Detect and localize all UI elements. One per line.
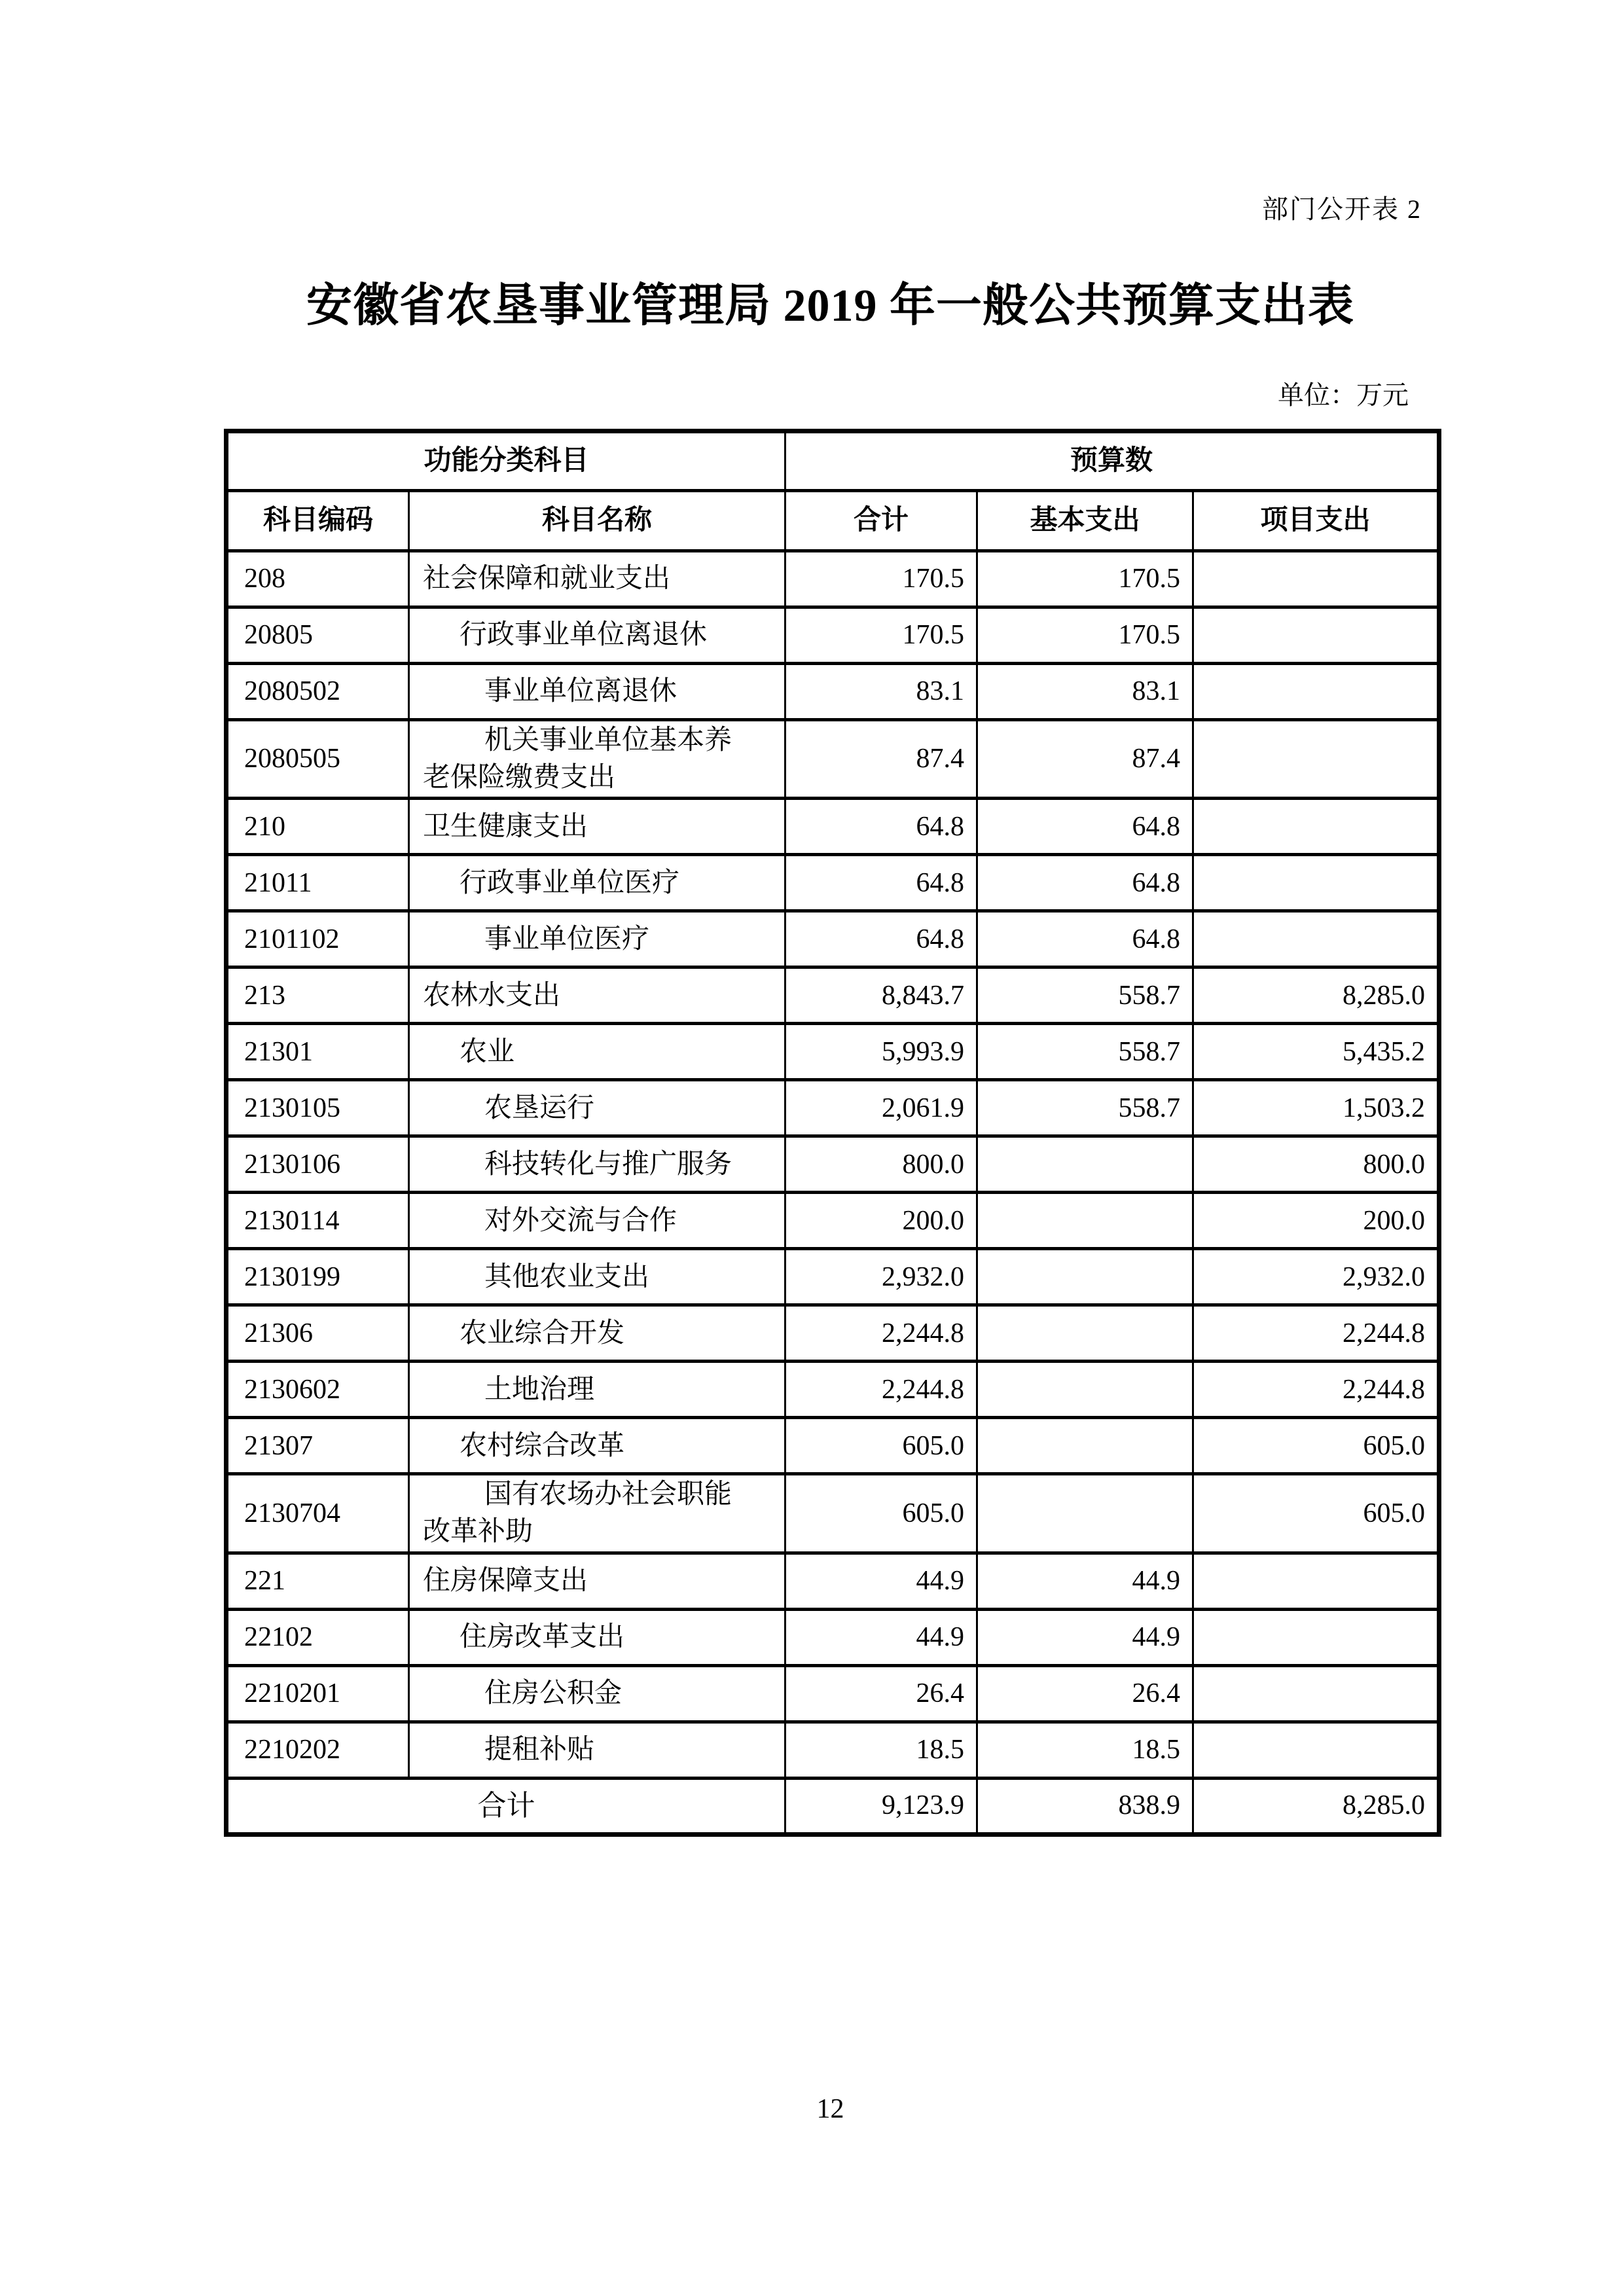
cell-subject-code: 2101102 <box>226 911 409 967</box>
table-row <box>226 1722 1439 1778</box>
cell-subject-name: 卫生健康支出 <box>409 799 785 855</box>
column-header-total: 合计 <box>785 491 977 551</box>
cell-subject-name: 住房公积金 <box>409 1665 785 1722</box>
cell-total-value: 26.4 <box>785 1665 977 1722</box>
cell-total-value: 2,061.9 <box>785 1080 977 1136</box>
unit-note: 单位：万元 <box>1278 380 1409 410</box>
footer-basic-value: 838.9 <box>977 1778 1193 1834</box>
cell-subject-code: 2130105 <box>226 1080 409 1136</box>
group-header-budget: 预算数 <box>785 431 1439 491</box>
column-header-project: 项目支出 <box>1193 491 1439 551</box>
table-row <box>226 1474 1439 1553</box>
cell-basic-value <box>977 1362 1193 1418</box>
cell-subject-code: 213 <box>226 967 409 1024</box>
table-row <box>226 1362 1439 1418</box>
footer-row <box>226 1778 1439 1834</box>
cell-project-value <box>1193 911 1439 967</box>
cell-subject-code: 2210201 <box>226 1665 409 1722</box>
budget-table <box>224 429 1441 1837</box>
cell-project-value <box>1193 1609 1439 1665</box>
cell-basic-value: 44.9 <box>977 1553 1193 1609</box>
cell-subject-name: 机关事业单位基本养老保险缴费支出 <box>409 720 785 799</box>
cell-total-value: 2,932.0 <box>785 1249 977 1305</box>
cell-total-value: 800.0 <box>785 1136 977 1193</box>
table-row <box>226 799 1439 855</box>
cell-basic-value: 558.7 <box>977 1024 1193 1080</box>
cell-subject-name: 其他农业支出 <box>409 1249 785 1305</box>
cell-project-value <box>1193 664 1439 720</box>
cell-subject-name: 事业单位离退休 <box>409 664 785 720</box>
cell-subject-name: 科技转化与推广服务 <box>409 1136 785 1193</box>
cell-basic-value <box>977 1193 1193 1249</box>
cell-basic-value: 558.7 <box>977 1080 1193 1136</box>
cell-subject-code: 208 <box>226 551 409 607</box>
group-header-row <box>226 431 1439 491</box>
cell-subject-name: 农村综合改革 <box>409 1418 785 1474</box>
cell-basic-value: 558.7 <box>977 967 1193 1024</box>
corner-label: 部门公开表 2 <box>1262 194 1422 224</box>
cell-subject-name: 国有农场办社会职能改革补助 <box>409 1474 785 1553</box>
cell-total-value: 2,244.8 <box>785 1305 977 1362</box>
cell-project-value <box>1193 607 1439 664</box>
cell-subject-name: 社会保障和就业支出 <box>409 551 785 607</box>
cell-project-value <box>1193 1665 1439 1722</box>
cell-subject-code: 2130106 <box>226 1136 409 1193</box>
column-header-name: 科目名称 <box>409 491 785 551</box>
cell-project-value: 800.0 <box>1193 1136 1439 1193</box>
cell-subject-name: 行政事业单位医疗 <box>409 855 785 911</box>
cell-subject-code: 21307 <box>226 1418 409 1474</box>
cell-basic-value: 170.5 <box>977 551 1193 607</box>
cell-total-value: 64.8 <box>785 911 977 967</box>
cell-basic-value <box>977 1136 1193 1193</box>
cell-basic-value: 64.8 <box>977 855 1193 911</box>
footer-label: 合计 <box>226 1778 785 1834</box>
footer-project-value: 8,285.0 <box>1193 1778 1439 1834</box>
cell-project-value: 2,244.8 <box>1193 1362 1439 1418</box>
cell-total-value: 170.5 <box>785 551 977 607</box>
cell-total-value: 200.0 <box>785 1193 977 1249</box>
table-row <box>226 551 1439 607</box>
cell-subject-code: 2130704 <box>226 1474 409 1553</box>
cell-total-value: 605.0 <box>785 1418 977 1474</box>
cell-subject-code: 210 <box>226 799 409 855</box>
page-number: 12 <box>816 2094 844 2124</box>
cell-project-value: 1,503.2 <box>1193 1080 1439 1136</box>
cell-subject-code: 22102 <box>226 1609 409 1665</box>
table-row <box>226 855 1439 911</box>
cell-subject-code: 2130199 <box>226 1249 409 1305</box>
cell-subject-code: 2130602 <box>226 1362 409 1418</box>
cell-subject-code: 21011 <box>226 855 409 911</box>
cell-basic-value <box>977 1474 1193 1553</box>
cell-total-value: 605.0 <box>785 1474 977 1553</box>
cell-total-value: 64.8 <box>785 855 977 911</box>
cell-subject-code: 20805 <box>226 607 409 664</box>
cell-subject-code: 2130114 <box>226 1193 409 1249</box>
cell-subject-name: 对外交流与合作 <box>409 1193 785 1249</box>
cell-project-value <box>1193 1722 1439 1778</box>
cell-total-value: 170.5 <box>785 607 977 664</box>
cell-basic-value: 18.5 <box>977 1722 1193 1778</box>
cell-total-value: 64.8 <box>785 799 977 855</box>
cell-subject-name: 农业 <box>409 1024 785 1080</box>
column-header-row <box>226 491 1439 551</box>
table-row <box>226 1024 1439 1080</box>
table-row <box>226 1665 1439 1722</box>
cell-basic-value: 64.8 <box>977 799 1193 855</box>
cell-basic-value: 44.9 <box>977 1609 1193 1665</box>
cell-basic-value <box>977 1418 1193 1474</box>
table-row <box>226 664 1439 720</box>
cell-subject-code: 221 <box>226 1553 409 1609</box>
cell-project-value: 605.0 <box>1193 1418 1439 1474</box>
table-row <box>226 1136 1439 1193</box>
table-row <box>226 1193 1439 1249</box>
footer-total-value: 9,123.9 <box>785 1778 977 1834</box>
cell-project-value <box>1193 855 1439 911</box>
cell-basic-value: 170.5 <box>977 607 1193 664</box>
cell-project-value: 8,285.0 <box>1193 967 1439 1024</box>
table-row <box>226 1609 1439 1665</box>
cell-subject-code: 2210202 <box>226 1722 409 1778</box>
cell-project-value: 2,244.8 <box>1193 1305 1439 1362</box>
cell-total-value: 8,843.7 <box>785 967 977 1024</box>
cell-subject-code: 21306 <box>226 1305 409 1362</box>
cell-subject-name: 农业综合开发 <box>409 1305 785 1362</box>
cell-total-value: 44.9 <box>785 1609 977 1665</box>
column-header-code: 科目编码 <box>226 491 409 551</box>
cell-project-value <box>1193 720 1439 799</box>
table-row <box>226 720 1439 799</box>
cell-subject-name: 住房保障支出 <box>409 1553 785 1609</box>
table-row <box>226 1080 1439 1136</box>
table-row <box>226 607 1439 664</box>
table-row <box>226 1249 1439 1305</box>
table-row <box>226 967 1439 1024</box>
cell-subject-name: 提租补贴 <box>409 1722 785 1778</box>
page-title: 安徽省农垦事业管理局 2019 年一般公共预算支出表 <box>306 281 1354 331</box>
cell-total-value: 18.5 <box>785 1722 977 1778</box>
cell-project-value: 2,932.0 <box>1193 1249 1439 1305</box>
cell-subject-name: 土地治理 <box>409 1362 785 1418</box>
cell-basic-value <box>977 1305 1193 1362</box>
table-row <box>226 911 1439 967</box>
cell-subject-name: 事业单位医疗 <box>409 911 785 967</box>
cell-total-value: 44.9 <box>785 1553 977 1609</box>
cell-total-value: 83.1 <box>785 664 977 720</box>
cell-basic-value: 26.4 <box>977 1665 1193 1722</box>
cell-subject-name: 行政事业单位离退休 <box>409 607 785 664</box>
cell-basic-value: 83.1 <box>977 664 1193 720</box>
cell-subject-code: 2080502 <box>226 664 409 720</box>
column-header-basic: 基本支出 <box>977 491 1193 551</box>
table-body <box>226 431 1439 1835</box>
cell-basic-value <box>977 1249 1193 1305</box>
cell-basic-value: 87.4 <box>977 720 1193 799</box>
cell-basic-value: 64.8 <box>977 911 1193 967</box>
table-row <box>226 1553 1439 1609</box>
table-row <box>226 1418 1439 1474</box>
cell-subject-code: 2080505 <box>226 720 409 799</box>
table-row <box>226 1305 1439 1362</box>
cell-subject-code: 21301 <box>226 1024 409 1080</box>
cell-subject-name: 住房改革支出 <box>409 1609 785 1665</box>
cell-subject-name: 农林水支出 <box>409 967 785 1024</box>
cell-project-value: 200.0 <box>1193 1193 1439 1249</box>
cell-subject-name: 农垦运行 <box>409 1080 785 1136</box>
cell-total-value: 87.4 <box>785 720 977 799</box>
cell-project-value: 605.0 <box>1193 1474 1439 1553</box>
cell-project-value <box>1193 799 1439 855</box>
cell-project-value: 5,435.2 <box>1193 1024 1439 1080</box>
cell-total-value: 2,244.8 <box>785 1362 977 1418</box>
cell-project-value <box>1193 1553 1439 1609</box>
cell-total-value: 5,993.9 <box>785 1024 977 1080</box>
cell-project-value <box>1193 551 1439 607</box>
group-header-function-class: 功能分类科目 <box>226 431 785 491</box>
